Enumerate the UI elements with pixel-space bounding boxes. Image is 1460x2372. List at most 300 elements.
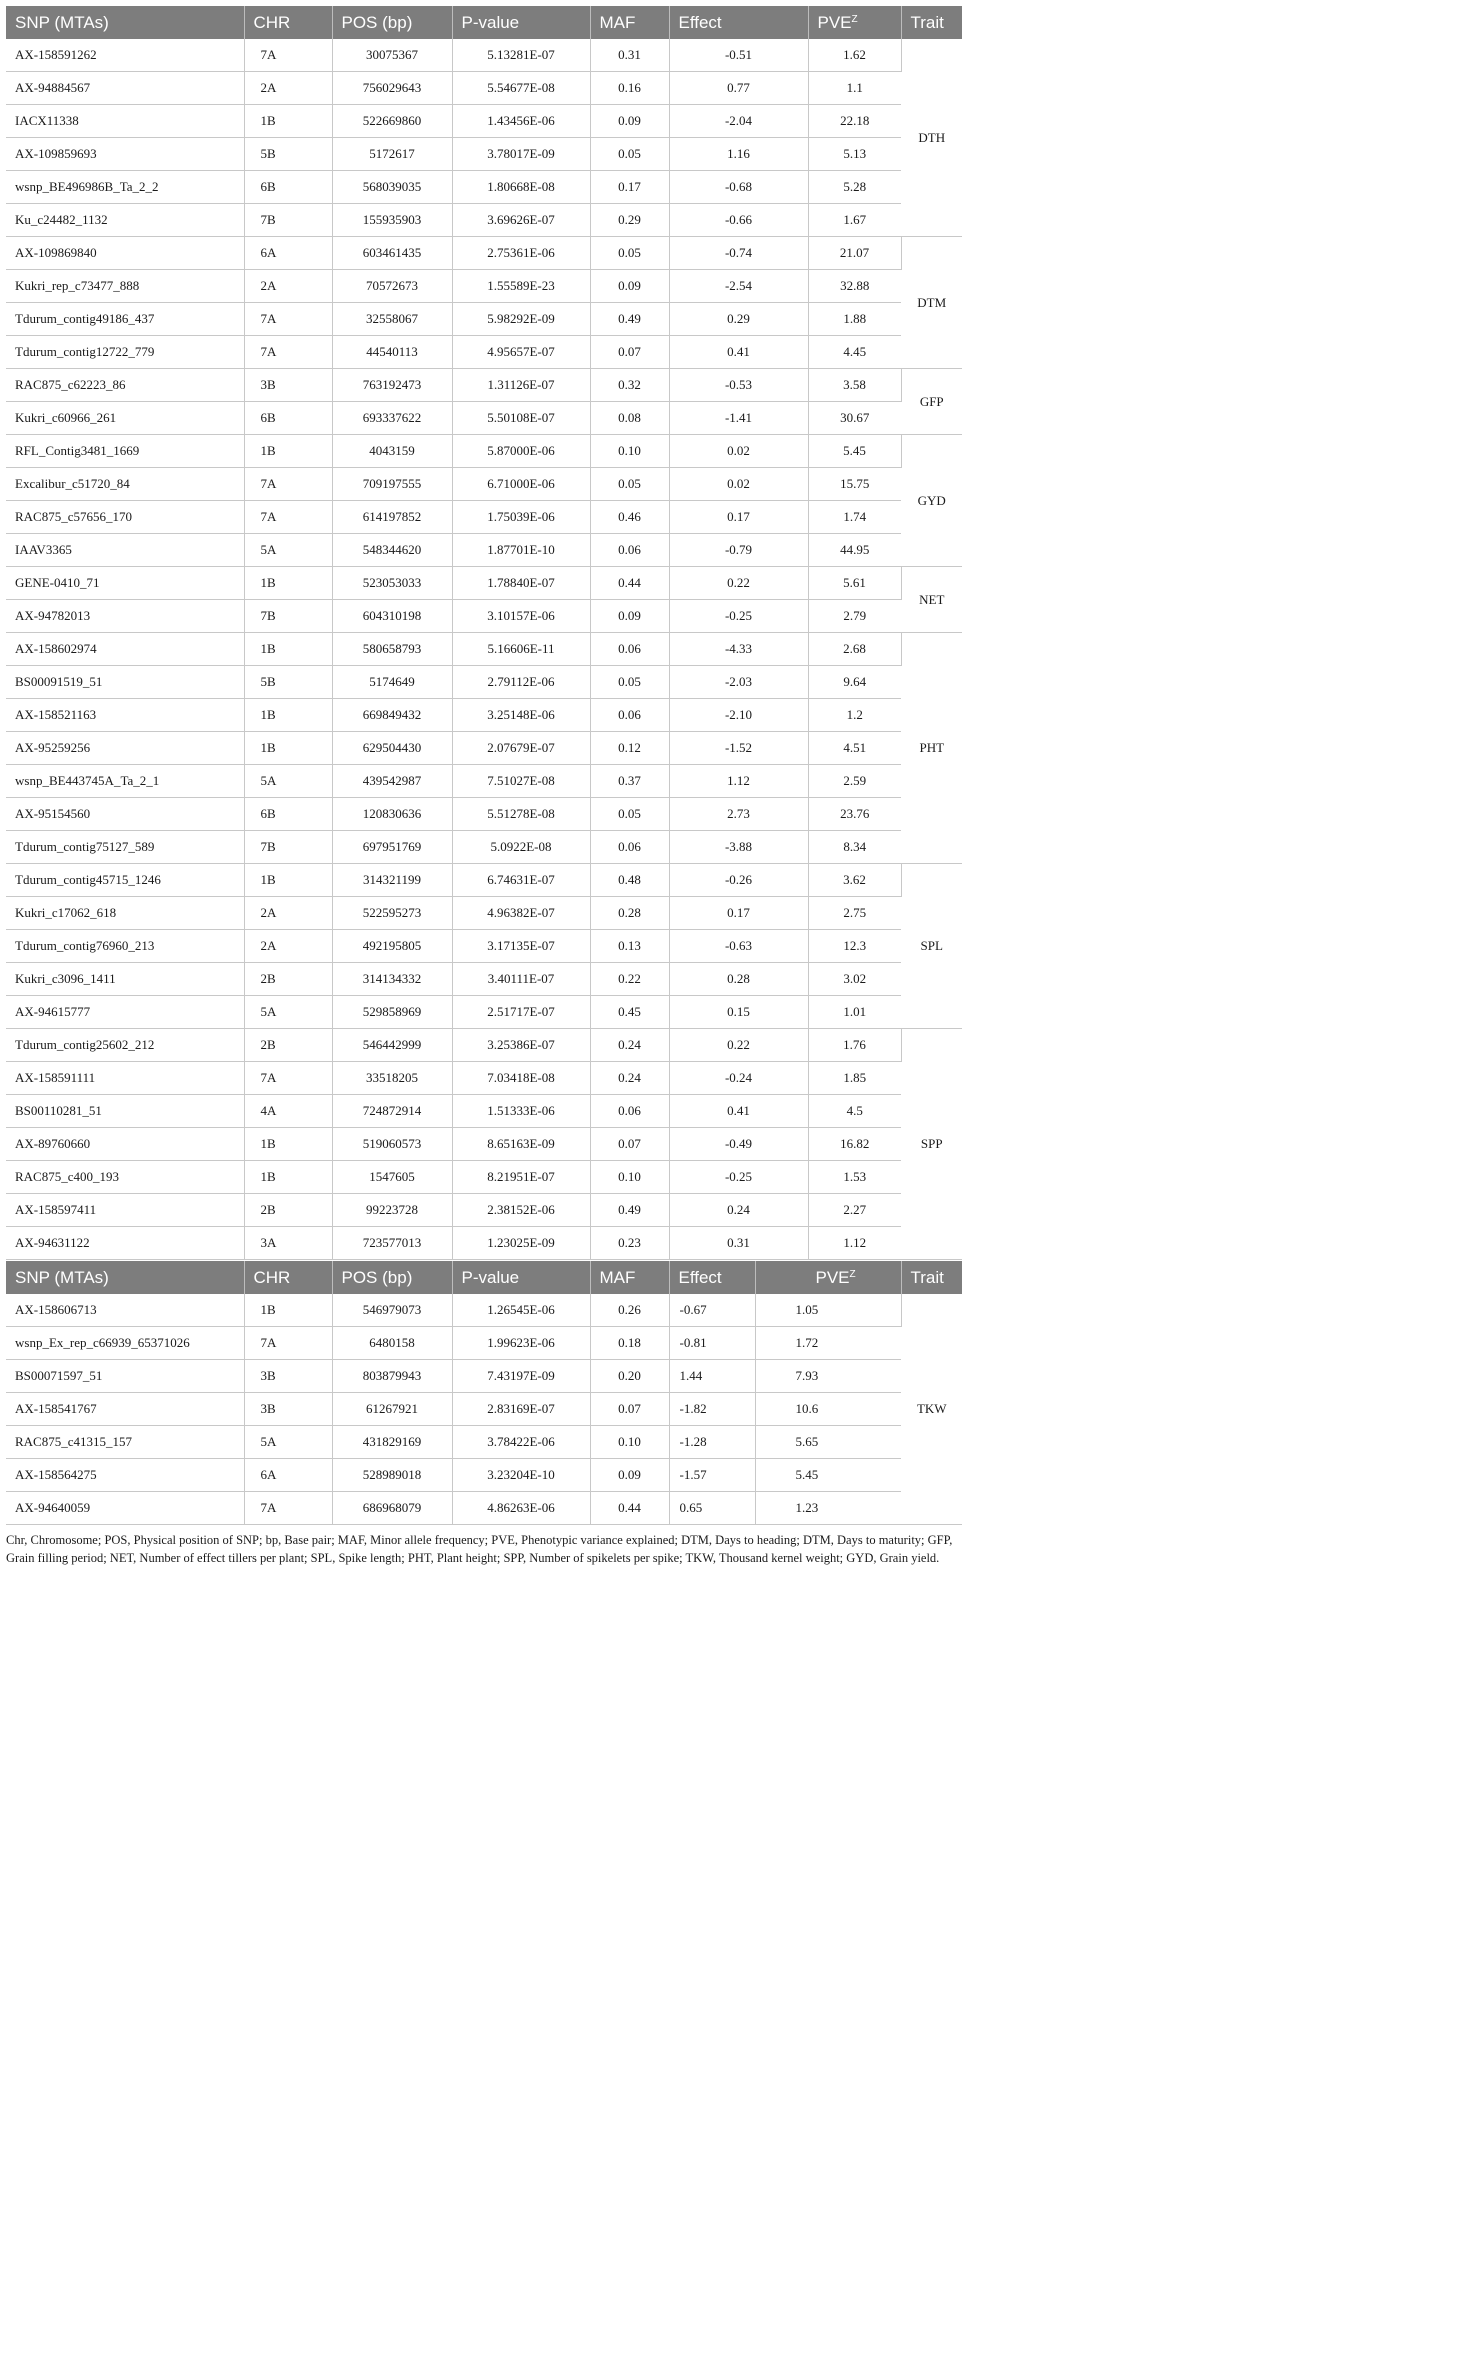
pvalue-cell: 2.38152E-06: [452, 1194, 590, 1227]
maf-cell: 0.24: [590, 1062, 669, 1095]
maf-cell: 0.13: [590, 930, 669, 963]
snp-cell: AX-94884567: [6, 72, 244, 105]
effect-cell: -0.53: [669, 369, 808, 402]
snp-cell: AX-158541767: [6, 1393, 244, 1426]
snp-cell: BS00071597_51: [6, 1360, 244, 1393]
pvalue-cell: 4.95657E-07: [452, 336, 590, 369]
maf-cell: 0.26: [590, 1294, 669, 1327]
header-pvalue: P-value: [452, 1261, 590, 1294]
effect-cell: -2.54: [669, 270, 808, 303]
table-body-tkw: [6, 1294, 962, 1525]
pos-cell: 528989018: [332, 1459, 452, 1492]
table-row: [6, 996, 962, 1029]
pvalue-cell: 5.16606E-11: [452, 633, 590, 666]
effect-cell: 0.29: [669, 303, 808, 336]
maf-cell: 0.10: [590, 1161, 669, 1194]
pve-cell: 5.45: [808, 435, 901, 468]
chr-cell: 4A: [244, 1095, 332, 1128]
pos-cell: 522595273: [332, 897, 452, 930]
pve-cell: 7.93: [755, 1360, 901, 1393]
header-pvalue: P-value: [452, 6, 590, 39]
maf-cell: 0.32: [590, 369, 669, 402]
snp-cell: AX-158602974: [6, 633, 244, 666]
pvalue-cell: 1.43456E-06: [452, 105, 590, 138]
chr-cell: 3B: [244, 369, 332, 402]
header-pve: [808, 6, 901, 39]
pvalue-cell: 6.71000E-06: [452, 468, 590, 501]
pvalue-cell: 2.07679E-07: [452, 732, 590, 765]
chr-cell: 7A: [244, 39, 332, 72]
effect-cell: -2.03: [669, 666, 808, 699]
table-row: [6, 501, 962, 534]
pvalue-cell: 1.80668E-08: [452, 171, 590, 204]
pve-cell: 5.61: [808, 567, 901, 600]
pve-cell: 1.1: [808, 72, 901, 105]
maf-cell: 0.31: [590, 39, 669, 72]
chr-cell: 1B: [244, 1128, 332, 1161]
snp-cell: Tdurum_contig12722_779: [6, 336, 244, 369]
table-row: [6, 1294, 962, 1327]
table-row: [6, 72, 962, 105]
chr-cell: 2A: [244, 897, 332, 930]
maf-cell: 0.18: [590, 1327, 669, 1360]
pos-cell: 548344620: [332, 534, 452, 567]
header-pos: POS (bp): [332, 1261, 452, 1294]
header-snp: SNP (MTAs): [6, 1261, 244, 1294]
trait-cell: GYD: [901, 435, 962, 567]
gwas-table-main: [6, 6, 962, 1260]
effect-cell: 0.17: [669, 501, 808, 534]
chr-cell: 1B: [244, 105, 332, 138]
gwas-table-tkw: [6, 1261, 962, 1525]
chr-cell: 7A: [244, 468, 332, 501]
snp-cell: wsnp_Ex_rep_c66939_65371026: [6, 1327, 244, 1360]
snp-cell: Ku_c24482_1132: [6, 204, 244, 237]
pos-cell: 99223728: [332, 1194, 452, 1227]
table-row: [6, 237, 962, 270]
pve-cell: 1.2: [808, 699, 901, 732]
pos-cell: 522669860: [332, 105, 452, 138]
header-effect: Effect: [669, 1261, 755, 1294]
pos-cell: 803879943: [332, 1360, 452, 1393]
maf-cell: 0.09: [590, 600, 669, 633]
effect-cell: -1.41: [669, 402, 808, 435]
snp-cell: Excalibur_c51720_84: [6, 468, 244, 501]
table-row: [6, 963, 962, 996]
pvalue-cell: 5.51278E-08: [452, 798, 590, 831]
table-row: [6, 1062, 962, 1095]
table-row: [6, 666, 962, 699]
pos-cell: 604310198: [332, 600, 452, 633]
pve-cell: 23.76: [808, 798, 901, 831]
maf-cell: 0.22: [590, 963, 669, 996]
effect-cell: -1.28: [669, 1426, 755, 1459]
pve-cell: 3.62: [808, 864, 901, 897]
chr-cell: 2B: [244, 1194, 332, 1227]
table-row: [6, 1161, 962, 1194]
table-row: [6, 1128, 962, 1161]
table-row: [6, 1360, 962, 1393]
chr-cell: 2B: [244, 963, 332, 996]
chr-cell: 6B: [244, 798, 332, 831]
header-trait: Trait: [901, 1261, 962, 1294]
snp-cell: Tdurum_contig25602_212: [6, 1029, 244, 1062]
snp-cell: AX-109859693: [6, 138, 244, 171]
pvalue-cell: 2.83169E-07: [452, 1393, 590, 1426]
pos-cell: 523053033: [332, 567, 452, 600]
pvalue-cell: 5.13281E-07: [452, 39, 590, 72]
table-row: [6, 303, 962, 336]
table-row: [6, 435, 962, 468]
maf-cell: 0.05: [590, 798, 669, 831]
trait-cell: SPP: [901, 1029, 962, 1260]
table-row: [6, 138, 962, 171]
chr-cell: 5B: [244, 138, 332, 171]
pos-cell: 697951769: [332, 831, 452, 864]
chr-cell: 6B: [244, 402, 332, 435]
effect-cell: 1.44: [669, 1360, 755, 1393]
table-row: [6, 39, 962, 72]
header-pve-superscript: Z: [851, 13, 858, 25]
header-pve-label: PVE: [815, 1267, 850, 1287]
pve-cell: 8.34: [808, 831, 901, 864]
pvalue-cell: 4.96382E-07: [452, 897, 590, 930]
snp-cell: wsnp_BE496986B_Ta_2_2: [6, 171, 244, 204]
effect-cell: 0.28: [669, 963, 808, 996]
chr-cell: 5A: [244, 1426, 332, 1459]
maf-cell: 0.16: [590, 72, 669, 105]
chr-cell: 6A: [244, 1459, 332, 1492]
snp-cell: Tdurum_contig49186_437: [6, 303, 244, 336]
maf-cell: 0.08: [590, 402, 669, 435]
effect-cell: 0.77: [669, 72, 808, 105]
snp-cell: AX-94782013: [6, 600, 244, 633]
pvalue-cell: 5.87000E-06: [452, 435, 590, 468]
maf-cell: 0.09: [590, 270, 669, 303]
maf-cell: 0.12: [590, 732, 669, 765]
snp-cell: GENE-0410_71: [6, 567, 244, 600]
pve-cell: 32.88: [808, 270, 901, 303]
effect-cell: 0.02: [669, 435, 808, 468]
pve-cell: 1.05: [755, 1294, 901, 1327]
effect-cell: -0.63: [669, 930, 808, 963]
snp-cell: AX-158591111: [6, 1062, 244, 1095]
effect-cell: -0.24: [669, 1062, 808, 1095]
trait-cell: NET: [901, 567, 962, 633]
table-row: [6, 171, 962, 204]
maf-cell: 0.48: [590, 864, 669, 897]
pos-cell: 492195805: [332, 930, 452, 963]
chr-cell: 7A: [244, 1062, 332, 1095]
pvalue-cell: 6.74631E-07: [452, 864, 590, 897]
maf-cell: 0.49: [590, 1194, 669, 1227]
pve-cell: 3.58: [808, 369, 901, 402]
chr-cell: 1B: [244, 732, 332, 765]
chr-cell: 1B: [244, 633, 332, 666]
pos-cell: 756029643: [332, 72, 452, 105]
pos-cell: 5174649: [332, 666, 452, 699]
snp-cell: RAC875_c62223_86: [6, 369, 244, 402]
effect-cell: 0.22: [669, 567, 808, 600]
chr-cell: 5A: [244, 534, 332, 567]
pve-cell: 2.75: [808, 897, 901, 930]
table-row: [6, 402, 962, 435]
pvalue-cell: 3.78017E-09: [452, 138, 590, 171]
effect-cell: -0.67: [669, 1294, 755, 1327]
snp-cell: Kukri_c60966_261: [6, 402, 244, 435]
pve-cell: 4.45: [808, 336, 901, 369]
pvalue-cell: 5.0922E-08: [452, 831, 590, 864]
table-row: [6, 699, 962, 732]
pos-cell: 439542987: [332, 765, 452, 798]
pos-cell: 519060573: [332, 1128, 452, 1161]
chr-cell: 5B: [244, 666, 332, 699]
snp-cell: BS00110281_51: [6, 1095, 244, 1128]
pos-cell: 693337622: [332, 402, 452, 435]
effect-cell: -2.10: [669, 699, 808, 732]
snp-cell: Tdurum_contig75127_589: [6, 831, 244, 864]
pve-cell: 12.3: [808, 930, 901, 963]
snp-cell: AX-94615777: [6, 996, 244, 1029]
header-effect: Effect: [669, 6, 808, 39]
pos-cell: 70572673: [332, 270, 452, 303]
effect-cell: 0.31: [669, 1227, 808, 1260]
snp-cell: RAC875_c41315_157: [6, 1426, 244, 1459]
effect-cell: -0.49: [669, 1128, 808, 1161]
maf-cell: 0.29: [590, 204, 669, 237]
table-footnote: Chr, Chromosome; POS, Physical position of SNP; bp, Base pair; MAF, Minor allele frequency; PVE, Phenotypic variance explained; DTM, Days to heading; DTM, Days to maturity; GFP, Grain filling period; NET, Number of effect tillers per plant; SPL, Spike length; PHT, Plant height; SPP, Number of spikelets per spike; TKW, Thousand kernel weight; GYD, Grain yield.: [6, 1533, 953, 1565]
pve-cell: 1.72: [755, 1327, 901, 1360]
table-row: [6, 1327, 962, 1360]
pvalue-cell: 2.79112E-06: [452, 666, 590, 699]
snp-cell: Kukri_rep_c73477_888: [6, 270, 244, 303]
pvalue-cell: 7.03418E-08: [452, 1062, 590, 1095]
pos-cell: 431829169: [332, 1426, 452, 1459]
pve-cell: 2.27: [808, 1194, 901, 1227]
snp-cell: RFL_Contig3481_1669: [6, 435, 244, 468]
table-row: [6, 336, 962, 369]
effect-cell: 0.15: [669, 996, 808, 1029]
chr-cell: 7A: [244, 501, 332, 534]
pvalue-cell: 1.75039E-06: [452, 501, 590, 534]
pos-cell: 568039035: [332, 171, 452, 204]
effect-cell: 1.16: [669, 138, 808, 171]
pvalue-cell: 3.10157E-06: [452, 600, 590, 633]
snp-cell: Kukri_c3096_1411: [6, 963, 244, 996]
effect-cell: -1.57: [669, 1459, 755, 1492]
table-row: [6, 204, 962, 237]
pos-cell: 120830636: [332, 798, 452, 831]
pvalue-cell: 8.65163E-09: [452, 1128, 590, 1161]
chr-cell: 2A: [244, 270, 332, 303]
effect-cell: -0.51: [669, 39, 808, 72]
pvalue-cell: 7.43197E-09: [452, 1360, 590, 1393]
pvalue-cell: 1.51333E-06: [452, 1095, 590, 1128]
effect-cell: -0.79: [669, 534, 808, 567]
maf-cell: 0.10: [590, 1426, 669, 1459]
chr-cell: 2B: [244, 1029, 332, 1062]
table-row: [6, 765, 962, 798]
table-row: [6, 534, 962, 567]
pve-cell: 5.65: [755, 1426, 901, 1459]
effect-cell: 1.12: [669, 765, 808, 798]
pvalue-cell: 7.51027E-08: [452, 765, 590, 798]
pve-cell: 1.23: [755, 1492, 901, 1525]
pos-cell: 4043159: [332, 435, 452, 468]
pvalue-cell: 1.26545E-06: [452, 1294, 590, 1327]
chr-cell: 7A: [244, 303, 332, 336]
snp-cell: AX-109869840: [6, 237, 244, 270]
maf-cell: 0.05: [590, 237, 669, 270]
maf-cell: 0.17: [590, 171, 669, 204]
table-row: [6, 468, 962, 501]
pve-cell: 9.64: [808, 666, 901, 699]
table-row: [6, 930, 962, 963]
snp-cell: AX-89760660: [6, 1128, 244, 1161]
effect-cell: -0.66: [669, 204, 808, 237]
chr-cell: 1B: [244, 567, 332, 600]
pos-cell: 546979073: [332, 1294, 452, 1327]
maf-cell: 0.46: [590, 501, 669, 534]
snp-cell: AX-94631122: [6, 1227, 244, 1260]
pos-cell: 6480158: [332, 1327, 452, 1360]
pve-cell: 4.51: [808, 732, 901, 765]
chr-cell: 6A: [244, 237, 332, 270]
chr-cell: 7A: [244, 1492, 332, 1525]
effect-cell: 0.02: [669, 468, 808, 501]
pos-cell: 629504430: [332, 732, 452, 765]
maf-cell: 0.10: [590, 435, 669, 468]
pos-cell: 529858969: [332, 996, 452, 1029]
pos-cell: 669849432: [332, 699, 452, 732]
maf-cell: 0.37: [590, 765, 669, 798]
effect-cell: -2.04: [669, 105, 808, 138]
snp-cell: Tdurum_contig45715_1246: [6, 864, 244, 897]
pvalue-cell: 3.69626E-07: [452, 204, 590, 237]
header-chr: CHR: [244, 1261, 332, 1294]
pve-cell: 5.45: [755, 1459, 901, 1492]
chr-cell: 2A: [244, 930, 332, 963]
snp-cell: RAC875_c57656_170: [6, 501, 244, 534]
pos-cell: 686968079: [332, 1492, 452, 1525]
header-snp: SNP (MTAs): [6, 6, 244, 39]
table-row: [6, 1426, 962, 1459]
pos-cell: 32558067: [332, 303, 452, 336]
effect-cell: -0.25: [669, 1161, 808, 1194]
effect-cell: -1.52: [669, 732, 808, 765]
pve-cell: 44.95: [808, 534, 901, 567]
snp-cell: AX-94640059: [6, 1492, 244, 1525]
chr-cell: 7A: [244, 336, 332, 369]
chr-cell: 7B: [244, 204, 332, 237]
table-row: [6, 1393, 962, 1426]
pve-cell: 1.74: [808, 501, 901, 534]
chr-cell: 7A: [244, 1327, 332, 1360]
pos-cell: 546442999: [332, 1029, 452, 1062]
table-row: [6, 1492, 962, 1525]
snp-cell: IAAV3365: [6, 534, 244, 567]
table-row: [6, 633, 962, 666]
pve-cell: 4.5: [808, 1095, 901, 1128]
pos-cell: 44540113: [332, 336, 452, 369]
header-trait: Trait: [901, 6, 962, 39]
snp-cell: RAC875_c400_193: [6, 1161, 244, 1194]
pos-cell: 709197555: [332, 468, 452, 501]
maf-cell: 0.09: [590, 1459, 669, 1492]
pvalue-cell: 5.98292E-09: [452, 303, 590, 336]
effect-cell: 0.41: [669, 336, 808, 369]
maf-cell: 0.23: [590, 1227, 669, 1260]
table-row: [6, 1194, 962, 1227]
maf-cell: 0.07: [590, 1128, 669, 1161]
maf-cell: 0.06: [590, 1095, 669, 1128]
pvalue-cell: 3.17135E-07: [452, 930, 590, 963]
chr-cell: 1B: [244, 435, 332, 468]
pve-cell: 2.68: [808, 633, 901, 666]
pvalue-cell: 4.86263E-06: [452, 1492, 590, 1525]
pos-cell: 580658793: [332, 633, 452, 666]
pve-cell: 21.07: [808, 237, 901, 270]
pos-cell: 61267921: [332, 1393, 452, 1426]
pve-cell: 1.85: [808, 1062, 901, 1095]
pvalue-cell: 3.25386E-07: [452, 1029, 590, 1062]
maf-cell: 0.06: [590, 699, 669, 732]
chr-cell: 6B: [244, 171, 332, 204]
snp-cell: AX-158591262: [6, 39, 244, 72]
pvalue-cell: 1.55589E-23: [452, 270, 590, 303]
table-row: [6, 567, 962, 600]
pvalue-cell: 2.51717E-07: [452, 996, 590, 1029]
trait-cell: DTM: [901, 237, 962, 369]
header-maf: MAF: [590, 1261, 669, 1294]
pos-cell: 724872914: [332, 1095, 452, 1128]
chr-cell: 2A: [244, 72, 332, 105]
pos-cell: 5172617: [332, 138, 452, 171]
effect-cell: 0.41: [669, 1095, 808, 1128]
chr-cell: 7B: [244, 600, 332, 633]
pos-cell: 155935903: [332, 204, 452, 237]
pve-cell: 22.18: [808, 105, 901, 138]
maf-cell: 0.49: [590, 303, 669, 336]
chr-cell: 3B: [244, 1360, 332, 1393]
trait-cell: GFP: [901, 369, 962, 435]
pos-cell: 763192473: [332, 369, 452, 402]
header-chr: CHR: [244, 6, 332, 39]
snp-cell: Kukri_c17062_618: [6, 897, 244, 930]
pvalue-cell: 1.99623E-06: [452, 1327, 590, 1360]
maf-cell: 0.44: [590, 567, 669, 600]
chr-cell: 1B: [244, 864, 332, 897]
pve-cell: 1.76: [808, 1029, 901, 1062]
pve-cell: 5.28: [808, 171, 901, 204]
effect-cell: -1.82: [669, 1393, 755, 1426]
snp-cell: wsnp_BE443745A_Ta_2_1: [6, 765, 244, 798]
maf-cell: 0.07: [590, 336, 669, 369]
snp-cell: AX-158521163: [6, 699, 244, 732]
header-pve-superscript: Z: [849, 1268, 856, 1280]
pvalue-cell: 1.78840E-07: [452, 567, 590, 600]
pvalue-cell: 1.23025E-09: [452, 1227, 590, 1260]
pve-cell: 15.75: [808, 468, 901, 501]
snp-cell: AX-95154560: [6, 798, 244, 831]
chr-cell: 1B: [244, 1294, 332, 1327]
table-row: [6, 1029, 962, 1062]
maf-cell: 0.06: [590, 633, 669, 666]
pvalue-cell: 1.87701E-10: [452, 534, 590, 567]
table-row: [6, 864, 962, 897]
maf-cell: 0.45: [590, 996, 669, 1029]
pos-cell: 1547605: [332, 1161, 452, 1194]
